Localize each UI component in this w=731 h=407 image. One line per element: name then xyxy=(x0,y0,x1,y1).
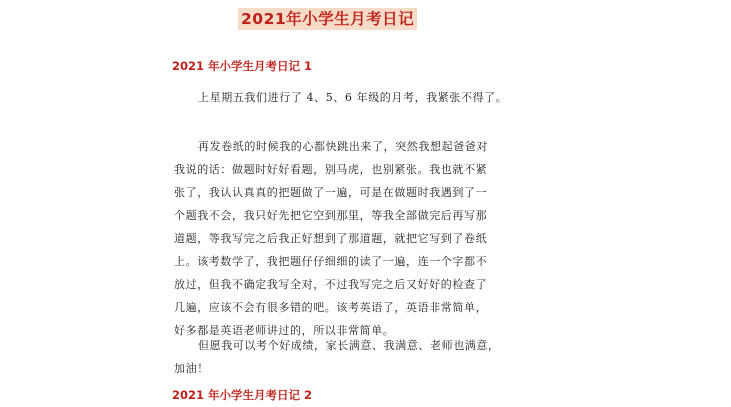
paragraph-line: 加油！ xyxy=(174,362,209,375)
paragraph-2 xyxy=(174,135,488,342)
paragraph-3 xyxy=(174,334,500,380)
document-title: 2021年小学生月考日记 xyxy=(238,8,417,30)
paragraph-line: 张了，我认认真真的把题做了一遍，可是在做题时我遇到了一 xyxy=(174,186,488,199)
paragraph-line: 上星期五我们进行了 4、5、6 年级的月考，我紧张不得了。 xyxy=(198,91,508,104)
paragraph-line: 个题我不会，我只好先把它空到那里，等我全部做完后再写那 xyxy=(174,209,488,222)
section-heading-1: 2021 年小学生月考日记 1 xyxy=(172,59,313,73)
section-heading-2: 2021 年小学生月考日记 2 xyxy=(172,388,313,402)
paragraph-1 xyxy=(174,86,508,109)
paragraph-line: 但愿我可以考个好成绩，家长满意、我满意、老师也满意， xyxy=(198,339,500,352)
paragraph-line: 再发卷纸的时候我的心都快跳出来了，突然我想起爸爸对 xyxy=(198,140,488,153)
paragraph-line: 上。该考数学了，我把题仔仔细细的读了一遍，连一个字都不 xyxy=(174,255,488,268)
paragraph-line: 道题，等我写完之后我正好想到了那道题，就把它写到了卷纸 xyxy=(174,232,488,245)
paragraph-line: 我说的话：做题时好好看题，别马虎，也别紧张。我也就不紧 xyxy=(174,163,488,176)
paragraph-line: 放过，但我不确定我写全对，不过我写完之后又好好的检查了 xyxy=(174,278,488,291)
paragraph-line: 好多都是英语老师讲过的，所以非常简单。 xyxy=(174,324,395,337)
paragraph-line: 几遍，应该不会有很多错的吧。该考英语了，英语非常简单， xyxy=(174,301,488,314)
